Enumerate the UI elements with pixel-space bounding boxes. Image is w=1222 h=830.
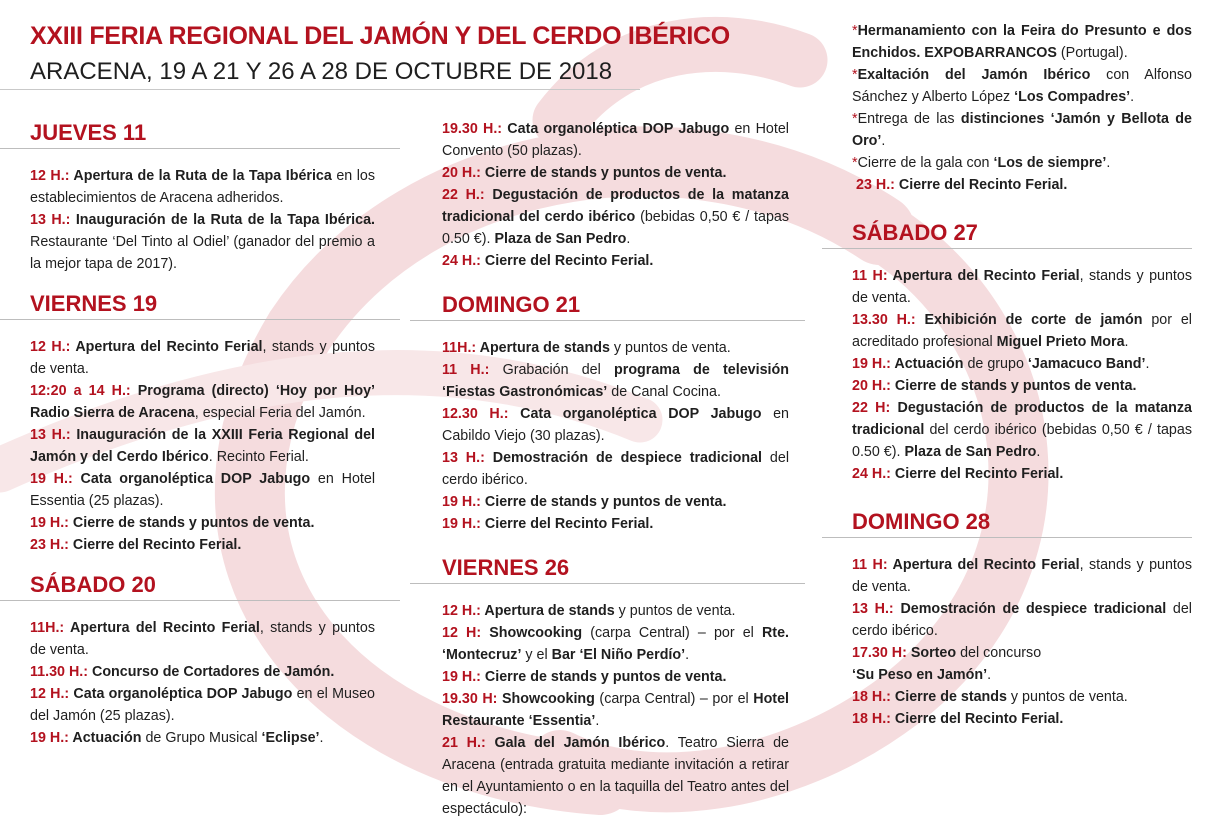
event-item <box>442 513 789 535</box>
event-detail: , stands y puntos de venta. <box>30 620 375 658</box>
event-item <box>30 534 375 556</box>
event-title: Sorteo <box>906 645 957 661</box>
event-time: 12 H.: <box>442 603 481 619</box>
column-2 <box>442 118 789 820</box>
event-time: 19 H.: <box>442 516 481 532</box>
event-list <box>442 600 789 820</box>
event-item <box>30 617 375 661</box>
event-title: Cierre del Recinto Ferial. <box>68 537 242 553</box>
column-1 <box>30 118 375 749</box>
event-item <box>30 727 375 749</box>
event-detail: . <box>881 133 886 149</box>
event-item <box>30 380 375 424</box>
gala-item <box>852 108 1192 152</box>
event-detail: . <box>626 231 631 247</box>
event-time: 13 H.: <box>852 601 894 617</box>
event-item <box>442 403 789 447</box>
event-item <box>442 118 789 162</box>
event-title: Cierre del Recinto Ferial. <box>890 711 1064 727</box>
event-detail: . <box>685 647 690 663</box>
event-time: 24 H.: <box>442 253 481 269</box>
event-title: Cierre de stands y puntos de venta. <box>480 165 727 181</box>
event-highlight: Plaza de San Pedro <box>904 444 1037 460</box>
day-heading-viernes-26 <box>442 553 789 584</box>
event-list <box>852 554 1192 730</box>
event-time: 20 H.: <box>442 165 481 181</box>
event-detail: de Canal Cocina. <box>607 384 721 400</box>
event-time: 19.30 H: <box>442 691 498 707</box>
event-detail: . <box>1106 155 1111 171</box>
event-title: Cierre de stands y puntos de venta. <box>480 669 727 685</box>
event-title: Exhibición de corte de jamón <box>915 312 1143 328</box>
event-detail: Cierre de la gala con <box>857 155 994 171</box>
event-detail: del concurso <box>956 645 1042 661</box>
event-item <box>852 686 1192 708</box>
event-detail: y puntos de venta. <box>614 603 736 619</box>
event-highlight: ‘Su Peso en Jamón’ <box>852 667 988 683</box>
event-detail: y puntos de venta. <box>609 340 731 356</box>
event-title: Cierre del Recinto Ferial. <box>480 253 654 269</box>
event-title: Cierre de stands <box>890 689 1007 705</box>
event-item <box>852 265 1192 309</box>
event-detail: Restaurante ‘Del Tinto al Odiel’ (ganador del premio a la mejor tapa de 2017). <box>30 234 375 272</box>
event-detail: y puntos de venta. <box>1006 689 1128 705</box>
event-detail: , especial Feria del Jamón. <box>194 405 366 421</box>
event-detail: . <box>1036 444 1041 460</box>
event-list <box>30 336 375 556</box>
day-divider <box>0 600 400 601</box>
event-detail: en el Museo del Jamón (25 plazas). <box>30 686 375 724</box>
event-time: 11 H.: <box>442 362 490 378</box>
event-detail: . <box>1130 89 1135 105</box>
event-title: Showcooking <box>481 625 583 641</box>
event-time: 13 H.: <box>442 450 485 466</box>
event-item <box>30 424 375 468</box>
event-item <box>30 468 375 512</box>
event-time: 19 H.: <box>442 669 481 685</box>
event-time: 11 H: <box>852 557 888 573</box>
title-divider <box>0 89 640 90</box>
event-item <box>30 661 375 683</box>
event-detail: (carpa Central) – por el <box>582 625 762 641</box>
event-list <box>30 165 375 275</box>
gala-details <box>852 20 1192 196</box>
event-item <box>442 622 789 666</box>
column-3 <box>852 20 1192 730</box>
event-item <box>30 512 375 534</box>
event-list <box>852 265 1192 485</box>
day-divider <box>410 320 805 321</box>
event-title: Cata organoléptica DOP Jabugo <box>69 686 293 702</box>
event-item <box>442 688 789 732</box>
event-title: Apertura del Recinto Ferial <box>887 557 1080 573</box>
event-detail: . <box>987 667 992 683</box>
event-item <box>30 336 375 380</box>
event-detail: , stands y puntos de venta. <box>30 339 376 377</box>
event-highlight: Miguel Prieto Mora <box>996 334 1125 350</box>
event-item <box>442 250 789 272</box>
event-title: Cierre del Recinto Ferial. <box>480 516 654 532</box>
event-time: 12 H.: <box>30 168 70 184</box>
gala-item <box>852 20 1192 64</box>
page-subtitle: ARACENA, 19 A 21 Y 26 A 28 DE OCTUBRE DE 2018 <box>30 58 613 85</box>
event-item <box>442 184 789 250</box>
event-title: distinciones ‘Jamón y Bellota de Oro’ <box>852 111 1192 149</box>
day-heading-domingo-21 <box>442 290 789 321</box>
event-highlight: Plaza de San Pedro <box>494 231 627 247</box>
event-item <box>30 683 375 727</box>
event-title: Apertura de stands <box>480 603 615 619</box>
event-detail: en Hotel Essentia (25 plazas). <box>30 471 375 509</box>
event-highlight: Hotel Restaurante ‘Essentia’ <box>442 691 789 729</box>
day-title: DOMINGO 28 <box>852 509 991 534</box>
event-detail: . <box>319 730 324 746</box>
day-title: VIERNES 19 <box>30 291 158 316</box>
event-title: ‘Los de siempre’ <box>993 155 1107 171</box>
event-detail: en Hotel Convento (50 plazas). <box>442 121 789 159</box>
event-detail: por el acreditado profesional <box>852 312 1192 350</box>
bullet-star: * <box>852 111 858 127</box>
event-title: Apertura del Recinto Ferial <box>70 339 263 355</box>
event-time: 19 H.: <box>442 494 481 510</box>
event-detail: del cerdo ibérico (bebidas 0,50 € / tapas 0.50 €). <box>852 422 1192 460</box>
day-divider <box>822 248 1192 249</box>
event-time: 21 H.: <box>442 735 486 751</box>
event-detail: en los establecimientos de Aracena adheridos. <box>30 168 376 206</box>
day-heading-domingo-28 <box>852 507 1192 538</box>
event-time: 18 H.: <box>852 689 891 705</box>
event-time: 23 H.: <box>856 177 895 193</box>
event-time: 19 H.: <box>30 515 69 531</box>
event-title: Cierre del Recinto Ferial. <box>894 177 1068 193</box>
event-time: 18 H.: <box>852 711 891 727</box>
event-time: 22 H.: <box>442 187 485 203</box>
event-time: 19 H.: <box>852 356 891 372</box>
event-title: Demostración de despiece tradicional <box>484 450 763 466</box>
event-detail: en Cabildo Viejo (30 plazas). <box>442 406 789 444</box>
day-heading-sabado-27 <box>852 218 1192 249</box>
event-time: 22 H: <box>852 400 891 416</box>
event-detail: (Portugal). <box>1056 45 1128 61</box>
event-item <box>442 666 789 688</box>
event-time: 11H.: <box>30 620 65 636</box>
event-item <box>852 174 1192 196</box>
event-detail: de Grupo Musical <box>141 730 262 746</box>
day-divider <box>410 583 805 584</box>
event-detail: Entrega de las <box>857 111 961 127</box>
event-detail: del cerdo ibérico. <box>442 450 789 488</box>
day-heading-sabado-20 <box>30 570 375 601</box>
day-divider <box>0 148 400 149</box>
event-detail: . Teatro Sierra de Aracena (entrada gratuita mediante invitación a retirar en el Ayuntamiento o en la taquilla del Teatro antes del espectáculo): <box>442 735 789 817</box>
event-title: Apertura de stands <box>476 340 610 356</box>
event-time: 12 H: <box>442 625 482 641</box>
event-title: Gala del Jamón Ibérico <box>485 735 666 751</box>
event-time: 11H.: <box>442 340 477 356</box>
event-title: Cata organoléptica DOP Jabugo <box>502 121 730 137</box>
event-item <box>852 598 1192 642</box>
event-title: Hermanamiento con la Feira do Presunto e dos Enchidos. EXPOBARRANCOS <box>852 23 1192 61</box>
day-title: VIERNES 26 <box>442 555 570 580</box>
day-heading-jueves-11 <box>30 118 375 149</box>
day-title: SÁBADO 20 <box>30 572 156 597</box>
event-title: Programa (directo) ‘Hoy por Hoy’ Radio Sierra de Aracena <box>30 383 375 421</box>
gala-item <box>852 152 1192 174</box>
event-item <box>30 209 375 275</box>
day-title: SÁBADO 27 <box>852 220 978 245</box>
event-item <box>442 600 789 622</box>
event-time: 19 H.: <box>30 730 69 746</box>
event-time: 12:20 a 14 H.: <box>30 383 131 399</box>
event-title: Cierre del Recinto Ferial. <box>890 466 1064 482</box>
event-title: Exaltación del Jamón Ibérico <box>857 67 1091 83</box>
event-title: Actuación <box>68 730 142 746</box>
event-detail: . <box>1124 334 1129 350</box>
event-detail: con Alfonso Sánchez y Alberto López <box>852 67 1192 105</box>
event-title: Inauguración de la Ruta de la Tapa Ibérica. <box>70 212 375 228</box>
bullet-star: * <box>852 155 858 171</box>
event-item <box>852 397 1192 463</box>
bullet-star: * <box>852 23 858 39</box>
event-item <box>442 491 789 513</box>
event-time: 20 H.: <box>852 378 891 394</box>
event-title: Apertura del Recinto Ferial <box>64 620 260 636</box>
event-item <box>852 375 1192 397</box>
event-highlight: Bar ‘El Niño Perdío’ <box>551 647 686 663</box>
event-highlight: ‘Eclipse’ <box>261 730 320 746</box>
event-title: Cierre de stands y puntos de venta. <box>68 515 315 531</box>
event-detail: . <box>1145 356 1150 372</box>
event-time: 11.30 H.: <box>30 664 89 680</box>
event-time: 24 H.: <box>852 466 891 482</box>
event-title: Cata organoléptica DOP Jabugo <box>72 471 311 487</box>
event-detail: , stands y puntos de venta. <box>852 557 1192 595</box>
event-item <box>442 359 789 403</box>
event-item <box>852 309 1192 353</box>
event-list-continued <box>442 118 789 272</box>
bullet-star: * <box>852 67 858 83</box>
event-item <box>852 708 1192 730</box>
event-detail: . Recinto Ferial. <box>208 449 309 465</box>
event-time: 19 H.: <box>30 471 73 487</box>
event-title: Degustación de productos de la matanza tradicional del cerdo ibérico <box>442 187 789 225</box>
day-heading-viernes-19 <box>30 289 375 320</box>
event-title: Cata organoléptica DOP Jabugo <box>508 406 762 422</box>
event-title: Cierre de stands y puntos de venta. <box>890 378 1137 394</box>
event-detail: Grabación del <box>489 362 615 378</box>
event-title: Concurso de Cortadores de Jamón. <box>88 664 335 680</box>
event-item <box>442 732 789 820</box>
event-title: Showcooking <box>497 691 595 707</box>
event-time: 13 H.: <box>30 427 71 443</box>
event-detail: y el <box>521 647 552 663</box>
event-detail: (carpa Central) – por el <box>594 691 754 707</box>
event-item <box>852 463 1192 485</box>
event-title: Apertura de la Ruta de la Tapa Ibérica <box>69 168 332 184</box>
event-item <box>442 337 789 359</box>
event-title: programa de televisión ‘Fiestas Gastronómicas’ <box>442 362 789 400</box>
event-item <box>442 162 789 184</box>
event-item <box>852 554 1192 598</box>
page-title: XXIII FERIA REGIONAL DEL JAMÓN Y DEL CERDO IBÉRICO <box>30 22 730 50</box>
event-list <box>442 337 789 535</box>
event-detail: del cerdo ibérico. <box>852 601 1192 639</box>
event-title: Actuación <box>890 356 964 372</box>
event-item <box>442 447 789 491</box>
event-detail: , stands y puntos de venta. <box>852 268 1192 306</box>
event-detail: de grupo <box>963 356 1028 372</box>
event-time: 19.30 H.: <box>442 121 503 137</box>
day-title: JUEVES 11 <box>30 120 147 145</box>
event-detail: (bebidas 0,50 € / tapas 0.50 €). <box>442 209 789 247</box>
event-title: Inauguración de la XXIII Feria Regional del Jamón y del Cerdo Ibérico <box>30 427 375 465</box>
event-time: 12 H.: <box>30 339 71 355</box>
event-title: Apertura del Recinto Ferial <box>887 268 1080 284</box>
event-item <box>852 353 1192 375</box>
event-time: 12.30 H.: <box>442 406 509 422</box>
event-title: Degustación de productos de la matanza tradicional <box>852 400 1192 438</box>
day-title: DOMINGO 21 <box>442 292 581 317</box>
event-title: Demostración de despiece tradicional <box>893 601 1167 617</box>
event-time: 11 H: <box>852 268 888 284</box>
day-divider <box>0 319 400 320</box>
event-title: Cierre de stands y puntos de venta. <box>480 494 727 510</box>
event-highlight: Rte. ‘Montecruz’ <box>442 625 789 663</box>
event-time: 12 H.: <box>30 686 70 702</box>
gala-item <box>852 64 1192 108</box>
event-time: 17.30 H: <box>852 645 907 661</box>
event-time: 13.30 H.: <box>852 312 916 328</box>
event-highlight: ‘Los Compadres’ <box>1014 89 1131 105</box>
event-item <box>852 642 1192 686</box>
event-time: 13 H.: <box>30 212 71 228</box>
event-item <box>30 165 375 209</box>
day-divider <box>822 537 1192 538</box>
event-detail: . <box>595 713 600 729</box>
event-time: 23 H.: <box>30 537 69 553</box>
event-list <box>30 617 375 749</box>
event-highlight: ‘Jamacuco Band’ <box>1027 356 1146 372</box>
